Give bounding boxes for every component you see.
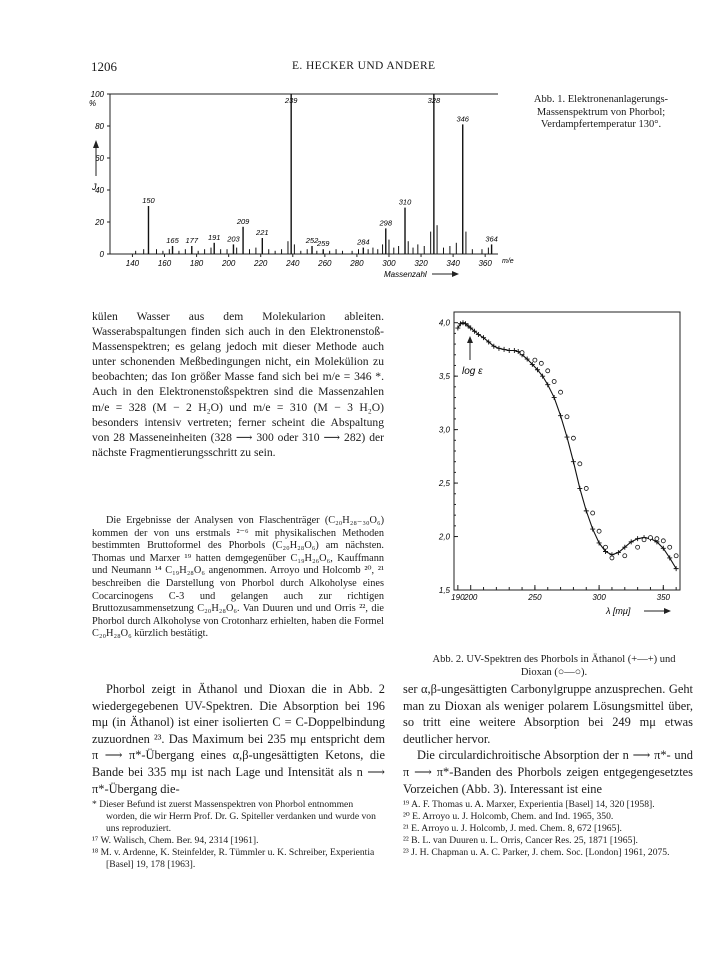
peak-label: 239: [284, 96, 298, 105]
peak-label: 310: [398, 197, 412, 207]
x-tick-label: 280: [350, 259, 364, 268]
x-tick-label: 220: [254, 259, 268, 268]
paragraph-circular-dichroism: Die circulardichroitische Absorption der n ⟶ π*- und π ⟶ π*-Banden des Phorbols zeigen entgegengesetztes Vorzeichen (Abb. 3). Interessant ist eine: [403, 748, 693, 796]
data-point-dioxane: [642, 538, 646, 542]
data-point-ethanol: [545, 382, 550, 387]
peak-label: 209: [236, 216, 250, 226]
data-point-ethanol: [496, 346, 501, 351]
data-point-dioxane: [539, 361, 543, 365]
peak-label: 165: [166, 236, 179, 245]
data-point-dioxane: [533, 358, 537, 362]
footnote: ²⁰ E. Arroyo u. J. Holcomb, Chem. and Ind. 1965, 350.: [403, 811, 614, 823]
footnotes-right: [403, 799, 693, 859]
data-point-dioxane: [584, 486, 588, 490]
footnote: ¹⁹ A. F. Thomas u. A. Marxer, Experientia [Basel] 14, 320 [1958].: [403, 799, 655, 810]
x-unit-label: m/e: [502, 258, 514, 265]
data-point-dioxane: [623, 554, 627, 558]
data-point-ethanol: [558, 413, 563, 418]
peak-label: 150: [142, 196, 155, 205]
footnote: ²¹ E. Arroyo u. J. Holcomb, J. med. Chem. 8, 672 [1965].: [403, 823, 622, 835]
footnote: * Dieser Befund ist zuerst Massenspektren von Phorbol entnommen worden, die wir Herrn Prof. Dr. G. Spiteller verdanken und wurde von uns reproduziert.: [92, 799, 376, 835]
data-point-dioxane: [552, 380, 556, 384]
data-point-dioxane: [520, 351, 524, 355]
data-point-ethanol: [590, 527, 595, 532]
peak-label: 328: [427, 96, 441, 105]
data-point-dioxane: [565, 415, 569, 419]
peak-label: 346: [456, 114, 469, 124]
running-head: E. HECKER UND ANDERE: [292, 60, 436, 72]
data-point-ethanol: [455, 326, 460, 331]
x-tick-label: 340: [446, 259, 460, 268]
peak-label: 284: [357, 237, 370, 247]
data-point-ethanol: [584, 508, 589, 513]
y-tick-label: 100: [90, 90, 104, 99]
y-tick-label: 60: [95, 154, 104, 163]
data-point-dioxane: [636, 545, 640, 549]
page-number: 1206: [91, 59, 117, 74]
y-axis-label: log ε: [462, 366, 483, 377]
x-tick-label: 200: [464, 593, 478, 602]
data-point-dioxane: [591, 511, 595, 515]
y-tick-label: 2,0: [438, 532, 450, 542]
data-point-dioxane: [546, 369, 550, 373]
data-point-dioxane: [604, 545, 608, 549]
footnote: ¹⁷ W. Walisch, Chem. Ber. 94, 2314 [1961].: [92, 835, 259, 847]
y-tick-label: 20: [95, 218, 104, 227]
peak-label: 259: [316, 239, 330, 249]
data-point-dioxane: [661, 539, 665, 543]
x-tick-label: 350: [656, 593, 670, 602]
y-unit-label: %: [89, 99, 97, 108]
data-point-ethanol: [565, 435, 570, 440]
data-point-ethanol: [507, 348, 512, 353]
figure1-caption: Abb. 1. Elektronenanlagerungs-Massenspektrum von Phorbol; Verdampfertemperatur 130°.: [533, 94, 669, 130]
data-point-dioxane: [674, 554, 678, 558]
x-tick-label: 300: [592, 593, 606, 602]
paragraph-analyses: Die Ergebnisse der Analysen von Flaschenträger (C₂₀H₂₈₋₃₀O₆) kommen der von uns erstmals ²⁻⁶ mit physikalischen Methoden bestimmten Bruttoformel des Phorbols (C₂₀H₂₈O₆) am nächsten. Thomas und Marxer ¹⁹ hatten demgegenüber C₁₉H₂₆O₆, Kauffmann und Neumann ¹⁴ C₁₉H₂₈O₆ angenommen. Arroyo und Holcomb ²⁰, ²¹ beschreiben die Darstellung von Phorbol durch Alkoholyse eines Cocarcinogens C-3 und gelangen auch zur richtigen Bruttozusammensetzung C₂₀H₂₈O₆. Van Duuren und und Orris ²², die Phorbol durch Alkoholyse von Crotonharz erhielten, haben die Formel C₂₀H₂₈O₆ kürzlich bestätigt.: [92, 515, 384, 640]
plot-frame: [454, 312, 680, 590]
y-arrow-head: [93, 140, 99, 148]
x-arrow-head: [664, 608, 671, 614]
left-column-text: [92, 309, 384, 460]
series-line-ethanol: [458, 323, 676, 569]
x-tick-label: 190: [451, 593, 465, 602]
uv-paragraph: [92, 681, 385, 797]
data-point-ethanol: [635, 536, 640, 541]
y-tick-label: 40: [95, 186, 104, 195]
data-point-dioxane: [571, 436, 575, 440]
x-axis-label: λ [mμ]: [606, 606, 631, 616]
footnotes-left: [92, 799, 384, 872]
x-tick-label: 360: [478, 259, 492, 268]
mass-spectrum-chart: [86, 84, 516, 290]
x-tick-label: 180: [189, 259, 204, 268]
y-tick-label: 4,0: [438, 318, 450, 328]
y-tick-label: 80: [95, 122, 104, 131]
data-point-ethanol: [571, 459, 576, 464]
y-tick-label: 0: [99, 250, 104, 259]
x-tick-label: 320: [414, 259, 428, 268]
data-point-dioxane: [648, 536, 652, 540]
y-tick-label: 3,5: [438, 372, 450, 382]
y-tick-label: 3,0: [438, 425, 450, 435]
peak-label: 364: [485, 234, 498, 244]
peak-label: 177: [185, 236, 199, 245]
y-tick-label: 1,5: [438, 586, 450, 595]
data-point-ethanol: [552, 395, 557, 400]
data-point-dioxane: [597, 529, 601, 533]
x-axis-label: Massenzahl: [384, 270, 427, 279]
paragraph-uv-spectra: Phorbol zeigt in Äthanol und Dioxan die in Abb. 2 wiedergegebenen UV-Spektren. Die Absorption bei 196 mμ (in Äthanol) ist einer isolierten C = C-Doppelbindung zuzuordnen ²³. Das Maximum bei 235 mμ entspricht dem π ⟶ π*-Übergang eines α,β-ungesättigten Ketons, die Bande bei 335 mμ ist nach Lage und Intensität als n ⟶ π*-Übergang die-: [92, 682, 385, 796]
data-point-ethanol: [460, 320, 465, 325]
data-point-ethanol: [512, 348, 517, 353]
y-axis-label: J: [92, 182, 97, 192]
data-point-dioxane: [655, 537, 659, 541]
data-point-dioxane: [559, 390, 563, 394]
y-tick-label: 2,5: [438, 479, 450, 489]
peak-label: 221: [256, 228, 269, 237]
paragraph-mass-spectra: külen Wasser aus dem Molekularion ableiten. Wasserabspaltungen finden sich auch in den Elektronenstoß-Massenspektren; es gelang jedoch mit dieser Methode auch unter schonenden Meßbedingungen nicht, ein Molekülion zu beobachten; das Ion größer Masse fand sich bei m/e = 346 *. Auch in den Elektronenstoßspektren sind die Massenzahlen m/e = 328 (M − 2 H₂O) und m/e = 310 (M − 3 H₂O) besonders intensiv vertreten; ferner scheint die Abspaltung von 28 Masseneinheiten (328 ⟶ 300 oder 310 ⟶ 282) der nächste Fragmentierungsschritt zu sein.: [92, 310, 384, 459]
footnote: ²³ J. H. Chapman u. A. C. Parker, J. chem. Soc. [London] 1961, 2075.: [403, 847, 670, 859]
data-point-dioxane: [610, 556, 614, 560]
x-tick-label: 140: [125, 259, 140, 268]
right-column-text: [403, 681, 693, 797]
x-tick-label: 260: [318, 259, 332, 268]
data-point-dioxane: [668, 545, 672, 549]
peak-label: 252: [305, 236, 319, 245]
analysis-paragraph: [92, 515, 384, 641]
x-tick-label: 250: [528, 593, 542, 602]
data-point-ethanol: [674, 566, 679, 571]
footnote: ¹⁸ M. v. Ardenne, K. Steinfelder, R. Tümmler u. K. Schreiber, Experientia [Basel] 19, 178 [1963].: [92, 847, 375, 871]
x-tick-label: 200: [221, 259, 236, 268]
figure2-caption: Abb. 2. UV-Spektren des Phorbols in Äthanol (+—+) und Dioxan (○—○).: [432, 654, 676, 678]
data-point-ethanol: [502, 347, 507, 352]
peak-label: 298: [379, 218, 393, 228]
data-point-ethanol: [458, 321, 463, 326]
paragraph-carbonyl: ser α,β-ungesättigten Carbonylgruppe anzusprechen. Geht man zu Dioxan als weniger polarem Lösungsmittel über, so tritt eine weitere Absorption bei 249 mμ etwas deutlicher hervor.: [403, 682, 693, 746]
x-tick-label: 160: [157, 259, 172, 268]
footnote: ²² B. L. van Duuren u. L. Orris, Cancer Res. 25, 1871 [1965].: [403, 835, 638, 847]
data-point-ethanol: [577, 486, 582, 491]
peak-label: 191: [207, 232, 221, 242]
peak-label: 203: [227, 234, 240, 244]
data-point-dioxane: [578, 462, 582, 466]
y-arrow-head: [467, 336, 473, 343]
x-tick-label: 300: [382, 259, 396, 268]
uv-spectrum-chart: [402, 308, 692, 632]
x-arrow-head: [452, 271, 459, 277]
x-tick-label: 240: [286, 259, 300, 268]
